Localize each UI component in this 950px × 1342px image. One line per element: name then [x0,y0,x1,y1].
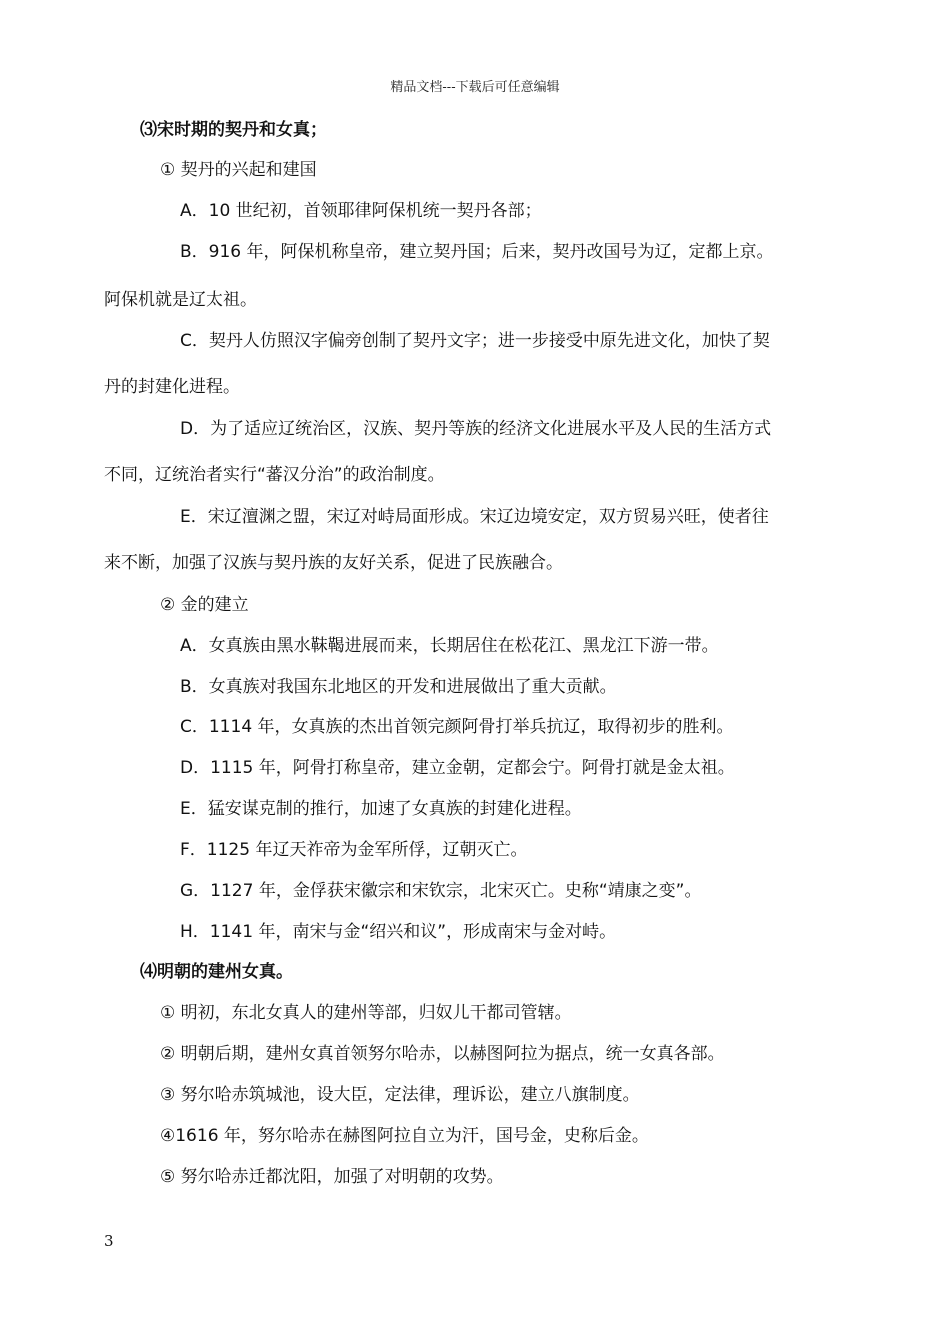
section-heading-ming: ⑷明朝的建州女真。 [140,962,293,982]
list-item: C．1114 年，女真族的杰出首领完颜阿骨打举兵抗辽，取得初步的胜利。 [180,717,734,737]
list-item: E．猛安谋克制的推行，加速了女真族的封建化进程。 [180,799,582,819]
page-number: 3 [104,1232,114,1250]
list-item: C．契丹人仿照汉字偏旁创制了契丹文字；进一步接受中原先进文化，加快了契 [180,331,770,351]
list-item-continuation: 丹的封建化进程。 [104,377,240,397]
subsection-jin: ② 金的建立 [160,595,249,615]
list-item: E．宋辽澶渊之盟，宋辽对峙局面形成。宋辽边境安定，双方贸易兴旺，使者往 [180,507,769,527]
list-item: D．1115 年，阿骨打称皇帝，建立金朝，定都会宁。阿骨打就是金太祖。 [180,758,735,778]
subsection-khitan: ① 契丹的兴起和建国 [160,160,317,180]
list-item: B．女真族对我国东北地区的开发和进展做出了重大贡献。 [180,677,617,697]
list-item-continuation: 阿保机就是辽太祖。 [104,290,257,310]
list-item: A．10 世纪初，首领耶律阿保机统一契丹各部； [180,201,542,221]
list-item: A．女真族由黑水靺鞨进展而来，长期居住在松花江、黑龙江下游一带。 [180,636,719,656]
list-item: B．916 年，阿保机称皇帝，建立契丹国；后来，契丹改国号为辽，定都上京。 [180,242,774,262]
list-item-continuation: 不同，辽统治者实行“蕃汉分治”的政治制度。 [104,465,445,485]
list-item: ⑤ 努尔哈赤迁都沈阳，加强了对明朝的攻势。 [160,1167,504,1187]
list-item: ③ 努尔哈赤筑城池，设大臣，定法律，理诉讼，建立八旗制度。 [160,1085,640,1105]
list-item: ② 明朝后期，建州女真首领努尔哈赤，以赫图阿拉为据点，统一女真各部。 [160,1044,725,1064]
page-header: 精品文档---下载后可任意编辑 [390,80,560,95]
section-heading-song: ⑶宋时期的契丹和女真； [140,120,327,140]
list-item: H．1141 年，南宋与金“绍兴和议”，形成南宋与金对峙。 [180,922,617,942]
list-item-continuation: 来不断，加强了汉族与契丹族的友好关系，促进了民族融合。 [104,553,563,573]
list-item: F．1125 年辽天祚帝为金军所俘，辽朝灭亡。 [180,840,528,860]
list-item: ① 明初，东北女真人的建州等部，归奴儿干都司管辖。 [160,1003,572,1023]
list-item: D．为了适应辽统治区，汉族、契丹等族的经济文化进展水平及人民的生活方式 [180,419,772,439]
list-item: G．1127 年，金俘获宋徽宗和宋钦宗，北宋灭亡。史称“靖康之变”。 [180,881,702,901]
list-item: ④1616 年，努尔哈赤在赫图阿拉自立为汗，国号金，史称后金。 [160,1126,649,1146]
